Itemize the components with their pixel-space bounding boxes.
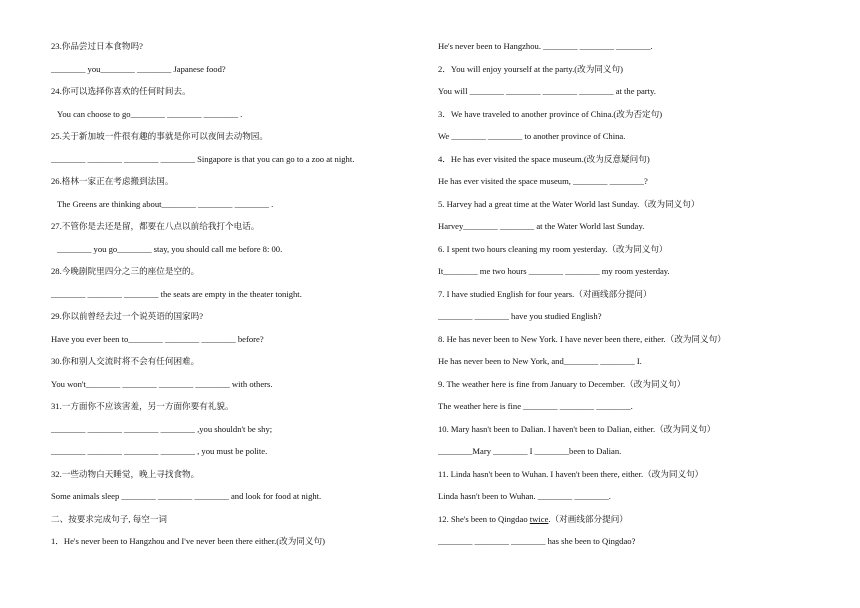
exercise-line: 9. The weather here is fine from January to December.（改为同义句） <box>438 378 686 389</box>
exercise-line: ________ ________ ________ the seats are empty in the theater tonight. <box>51 288 302 299</box>
exercise-line: You won't________ ________ ________ ________ with others. <box>51 378 273 389</box>
exercise-line: 23.你品尝过日本食物吗? <box>51 41 143 51</box>
underlined-word: twice <box>529 513 549 524</box>
exercise-line: ________ you go________ stay, you should call me before 8: 00. <box>57 243 283 254</box>
exercise-line: He's never been to Hangzhou. ________ ________ ________. <box>438 41 653 51</box>
exercise-line: Have you ever been to________ ________ ________ before? <box>51 333 264 344</box>
right-column <box>438 40 823 558</box>
exercise-line: ________ you________ ________ Japanese food? <box>51 63 226 74</box>
exercise-line: The weather here is fine ________ ________ ________. <box>438 401 633 411</box>
exercise-line: 10. Mary hasn't been to Dalian. I haven't been to Dalian, either.（改为同义句） <box>438 423 716 434</box>
exercise-line: He has never been to New York, and________ ________ I. <box>438 356 642 366</box>
exercise-line: 二、按要求完成句子, 每空一词 <box>51 513 168 524</box>
exercise-line: 27.不管你是去还是留，都要在八点以前给我打个电话。 <box>51 221 260 231</box>
exercise-line: It________ me two hours ________ ________ my room yesterday. <box>438 266 670 276</box>
exercise-line: ________ ________ ________ ________ , you must be polite. <box>51 446 268 456</box>
exercise-line: 7. I have studied English for four years.（对画线部分提问） <box>438 288 652 299</box>
exercise-line: He has ever visited the space museum, ________ ________? <box>438 176 648 186</box>
exercise-line: 26.格林一家正在考虑搬到法国。 <box>51 176 174 186</box>
exercise-line: Linda hasn't been to Wuhan. ________ ________. <box>438 491 611 501</box>
exercise-line: Harvey________ ________ at the Water World last Sunday. <box>438 221 645 231</box>
exercise-line: You can choose to go________ ________ ________ . <box>57 108 243 119</box>
exercise-line: 11. Linda hasn't been to Wuhan. I haven't been there, either.（改为同义句） <box>438 468 704 479</box>
exercise-line: 6. I spent two hours cleaning my room yesterday.（改为同义句） <box>438 243 668 254</box>
exercise-line: The Greens are thinking about________ ________ ________ . <box>57 198 274 209</box>
exercise-line: Some animals sleep ________ ________ ________ and look for food at night. <box>51 491 322 501</box>
exercise-line: 32.一些动物白天睡觉，晚上寻找食物。 <box>51 468 200 479</box>
exercise-line: ________ ________ have you studied English? <box>438 311 602 321</box>
exercise-line: 30.你和别人交流时将不会有任何困难。 <box>51 356 200 366</box>
exercise-line: ________ ________ ________ ________ ,you shouldn't be shy; <box>51 423 273 434</box>
left-column <box>51 40 423 558</box>
exercise-line: 28.今晚剧院里四分之三的座位是空的。 <box>51 266 200 276</box>
exercise-line: 1．He's never been to Hangzhou and I've never been there either.(改为同义句) <box>51 536 325 546</box>
exercise-line: 4．He has ever visited the space museum.(改为反意疑问句) <box>438 153 650 164</box>
exercise-line: 5. Harvey had a great time at the Water World last Sunday.（改为同义句） <box>438 198 700 209</box>
exercise-line: 31.一方面你不应该害羞，另一方面你要有礼貌。 <box>51 401 234 411</box>
line-text: 12. She's been to Qingdao <box>438 513 530 524</box>
line-text: .（对画线部分提问） <box>548 513 628 524</box>
exercise-line: 2．You will enjoy yourself at the party.(改为同义句) <box>438 63 623 74</box>
exercise-line: 3．We have traveled to another province of China.(改为否定句) <box>438 108 663 119</box>
exercise-line: 8. He has never been to New York. I have never been there, either.（改为同义句） <box>438 333 726 344</box>
exercise-line: 25.关于新加坡一件很有趣的事就是你可以夜间去动物园。 <box>51 131 268 141</box>
exercise-line: We ________ ________ to another province of China. <box>438 131 626 141</box>
exercise-line: ________Mary ________ I ________been to Dalian. <box>438 446 622 456</box>
exercise-line <box>438 513 823 536</box>
exercise-line: ________ ________ ________ has she been to Qingdao? <box>438 536 636 546</box>
exercise-line: 24.你可以选择你喜欢的任何时间去。 <box>51 86 191 96</box>
exercise-line: 29.你以前曾经去过一个说英语的国家吗? <box>51 311 204 321</box>
exercise-line: You will ________ ________ ________ ________ at the party. <box>438 86 656 96</box>
exercise-line: ________ ________ ________ ________ Singapore is that you can go to a zoo at night. <box>51 153 355 164</box>
